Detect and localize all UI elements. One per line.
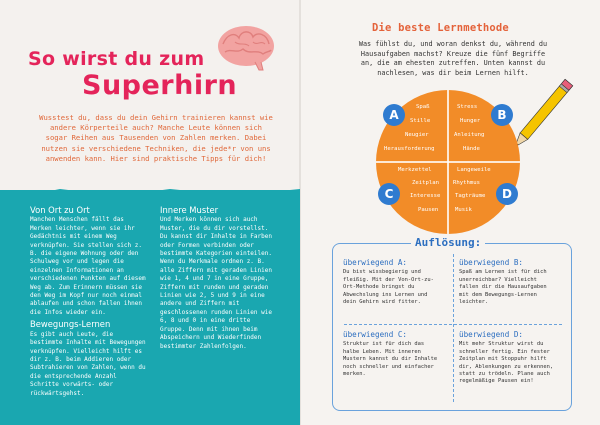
solution-cell-c	[343, 331, 443, 378]
intro-text: Wusstest du, dass du dein Gehirn trainieren kannst wie andere Körperteile auch? Manche Leute können sich sogar Reihen aus Tausenden von Zahlen merken. Dabei nutzen sie verschiedene Techniken, die jede*r von uns anwenden kann. Hier sind praktische Tipps für dich!	[39, 113, 273, 163]
solution-text-b: Spaß am Lernen ist für dich unerreichbar? Vielleicht fallen dir die Hausaufgaben mit dem Bewegungs-Lernen leichter.	[459, 269, 547, 306]
column-left	[30, 203, 148, 397]
solution-cell-a	[343, 259, 443, 306]
word-d-2[interactable]: Rhythmus	[453, 180, 480, 186]
quadrant-a-badge: A	[383, 104, 405, 126]
solution-title: Auflösung:	[411, 236, 485, 249]
method-intro: Was fühlst du, und woran denkst du, während du Hausaufgaben machst? Kreuze die fünf Begriffe an, die am ehesten zutreffen. Unten kannst du nachlesen, was dir beim Lernen hilft.	[358, 40, 548, 77]
word-b-3[interactable]: Hände	[463, 146, 480, 152]
word-d-1[interactable]: Langeweile	[457, 167, 491, 173]
solution-text-a: Du bist wissbegierig und fleißig. Mit der Von-Ort-zu-Ort-Methode bringst du Abwechslung ins Lernen und dein Gehirn wird fitter.	[343, 269, 434, 306]
word-a-4[interactable]: Anleitung	[454, 132, 485, 138]
solution-cell-d	[459, 331, 559, 386]
solution-text-c: Struktur ist für dich das halbe Leben. Mit inneren Mustern kannst du dir Inhalte noch schneller und einfacher merken.	[343, 341, 438, 378]
column-right	[160, 203, 272, 354]
word-c-1[interactable]: Merkzettel	[398, 167, 432, 173]
quadrant-c-badge: C	[378, 183, 400, 205]
word-a-3[interactable]: Neugier	[405, 132, 429, 138]
section-text-bewegung: Es gibt auch Leute, die bestimmte Inhalte mit Bewegungen verknüpfen. Vielleicht hilft es dir z. B. beim Addieren oder Subtrahieren von Zahlen, wenn du die entsprechende Anzahl Schritte vorwärts- oder rückwärtsgehst.	[30, 330, 146, 397]
word-b-1[interactable]: Stress	[457, 104, 478, 110]
solution-cell-b	[459, 259, 559, 306]
solution-heading-b: überwiegend B:	[459, 258, 524, 267]
brain-icon	[215, 22, 277, 72]
solution-heading-c: überwiegend C:	[343, 330, 408, 339]
page-title-line1: So wirst du zum	[28, 48, 205, 70]
solution-text-d: Mit mehr Struktur wirst du schneller fertig. Ein fester Zeitplan mit Stoppuhr hilft dir, Ablenkungen zu erkennen, statt zu trödeln. Plane auch regelmäßige Pausen ein!	[459, 341, 554, 385]
word-a-2[interactable]: Stille	[410, 118, 431, 124]
word-c-3[interactable]: Interesse	[410, 193, 441, 199]
word-a-5[interactable]: Herausforderung	[384, 146, 435, 152]
method-title: Die beste Lernmethode	[372, 22, 509, 34]
word-a-1[interactable]: Spaß	[416, 104, 430, 110]
word-c-4[interactable]: Pausen	[418, 207, 439, 213]
solution-divider-vertical	[453, 254, 454, 402]
quadrant-b-badge: B	[491, 104, 513, 126]
section-text-ort: Manchen Menschen fällt das Merken leichter, wenn sie ihr Gedächtnis mit einem Weg verknüpfen. Sie stellen sich z. B. die eigene Wohnung oder den Schulweg vor und legen die einzelnen Informationen an verschiedenen Punkten auf diesem Weg ab. Zum Erinnern müssen sie den Weg im Kopf nur noch einmal ablaufen und schon fallen ihnen die Infos wieder ein.	[30, 216, 146, 316]
circle-divider-vertical	[447, 90, 449, 234]
word-d-3[interactable]: Tagträume	[455, 193, 486, 199]
section-heading-muster: Innere Muster	[160, 205, 219, 215]
solution-heading-d: überwiegend D:	[459, 330, 524, 339]
quadrant-d-badge: D	[496, 183, 518, 205]
word-d-4[interactable]: Musik	[455, 207, 472, 213]
section-text-muster: Und Merken können sich auch Muster, die du dir vorstellst. Du kannst dir Inhalte in Farben oder Formen verbinden oder bestimmte Kategorien einteilen. Wenn du Merkmale ordnen z. B. alle Ziffern mit geraden Linien wie 1, 4 und 7 in eine Gruppe, Ziffern mit runden und geraden Linien wie 2, 5 und 9 in eine andere und Ziffern mit geschlossenen runden Linien wie 6, 8 und 0 in eine dritte Gruppe. Denn mit ihnen beim Abspeichern und Wiederfinden bestimmter Zahlenfolgen.	[160, 216, 272, 350]
page-title-line2: Superhirn	[82, 70, 238, 101]
word-b-2[interactable]: Hunger	[460, 118, 481, 124]
word-c-2[interactable]: Zeitplan	[412, 180, 439, 186]
solution-heading-a: überwiegend A:	[343, 258, 408, 267]
section-heading-bewegung: Bewegungs-Lernen	[30, 319, 111, 330]
section-heading-ort: Von Ort zu Ort	[30, 205, 90, 215]
